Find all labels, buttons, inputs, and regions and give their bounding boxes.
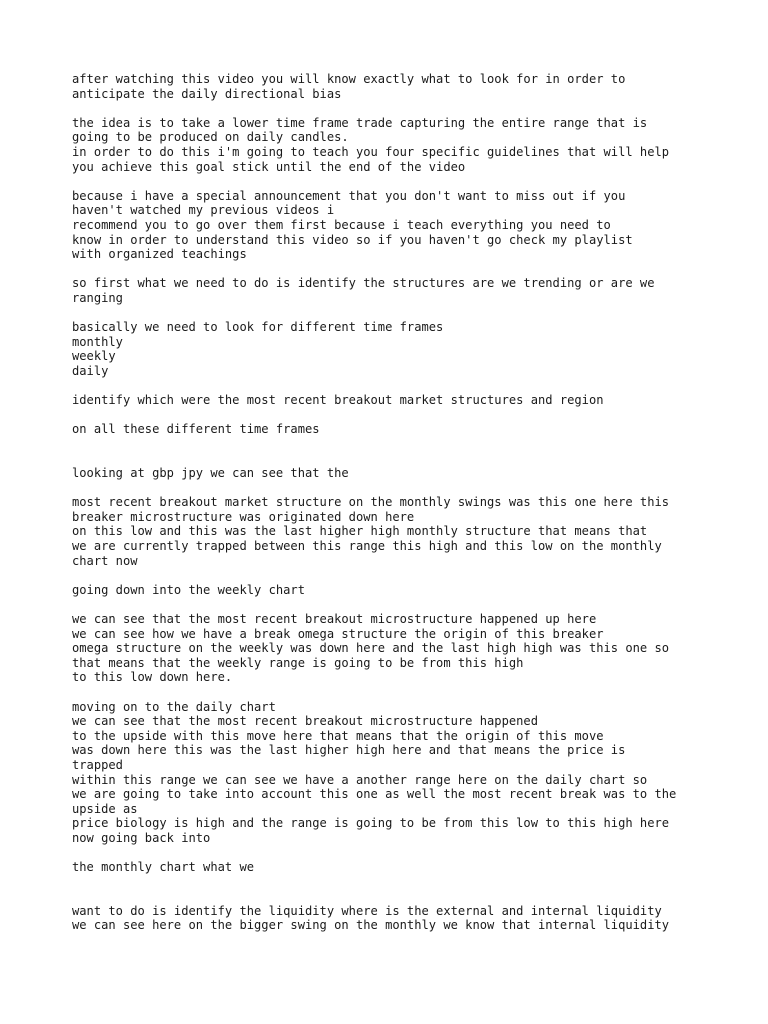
transcript-paragraph [72,189,722,262]
transcript-line: now going back into [72,830,211,845]
transcript-line: that means that the weekly range is going to be from this high [72,655,524,670]
transcript-line: price biology is high and the range is going to be from this low to this high here [72,816,670,831]
transcript-paragraph [72,860,722,875]
transcript-line: so first what we need to do is identify the structures are we trending or are we [72,276,655,291]
transcript-line: omega structure on the weekly was down here and the last high high was this one so [72,641,670,656]
transcript-line: in order to do this i'm going to teach you four specific guidelines that will help [72,144,670,159]
transcript-line: to the upside with this move here that means that the origin of this move [72,728,604,743]
transcript-line: upside as [72,801,138,816]
document-body [72,72,722,948]
transcript-line: the idea is to take a lower time frame trade capturing the entire range that is [72,115,648,130]
transcript-line: within this range we can see we have a another range here on the daily chart so [72,772,648,787]
transcript-line: monthly [72,334,123,349]
transcript-paragraph [72,904,722,933]
transcript-paragraph [72,393,722,408]
transcript-paragraph [72,495,722,568]
transcript-paragraph [72,422,722,437]
transcript-line: identify which were the most recent breakout market structures and region [72,393,604,408]
transcript-line: weekly [72,349,116,364]
transcript-line: most recent breakout market structure on the monthly swings was this one here this [72,495,670,510]
transcript-line: know in order to understand this video so if you haven't go check my playlist [72,232,633,247]
transcript-line: with organized teachings [72,247,247,262]
transcript-line: haven't watched my previous videos i [72,203,335,218]
transcript-line: ranging [72,290,123,305]
transcript-line: basically we need to look for different time frames [72,320,444,335]
transcript-paragraph [72,700,722,846]
transcript-line: going down into the weekly chart [72,582,305,597]
transcript-line: the monthly chart what we [72,860,255,875]
transcript-line: breaker microstructure was originated down here [72,509,415,524]
transcript-line: on this low and this was the last higher high monthly structure that means that [72,524,648,539]
transcript-line: we can see that the most recent breakout microstructure happened [72,714,538,729]
transcript-line: was down here this was the last higher high here and that means the price is [72,743,626,758]
transcript-line: to this low down here. [72,670,233,685]
transcript-paragraph [72,466,722,481]
transcript-line: we can see that the most recent breakout microstructure happened up here [72,611,597,626]
transcript-line: daily [72,363,109,378]
transcript-paragraph [72,116,722,174]
transcript-line: we can see here on the bigger swing on the monthly we know that internal liquidity [72,918,670,933]
transcript-paragraph [72,276,722,305]
transcript-paragraph [72,72,722,101]
transcript-line: we can see how we have a break omega structure the origin of this breaker [72,626,604,641]
transcript-paragraph [72,320,722,378]
transcript-line: going to be produced on daily candles. [72,130,349,145]
transcript-line: on all these different time frames [72,422,320,437]
transcript-line: because i have a special announcement that you don't want to miss out if you [72,188,626,203]
transcript-line: chart now [72,553,138,568]
transcript-line: we are going to take into account this one as well the most recent break was to the [72,787,677,802]
transcript-paragraph [72,583,722,598]
transcript-line: moving on to the daily chart [72,699,276,714]
transcript-paragraph [72,612,722,685]
transcript-line: looking at gbp jpy we can see that the [72,466,349,481]
transcript-line: want to do is identify the liquidity where is the external and internal liquidity [72,903,662,918]
transcript-line: trapped [72,757,123,772]
transcript-line: after watching this video you will know exactly what to look for in order to [72,72,626,86]
transcript-line: anticipate the daily directional bias [72,86,342,101]
transcript-line: recommend you to go over them first because i teach everything you need to [72,217,611,232]
transcript-line: you achieve this goal stick until the end of the video [72,159,466,174]
transcript-line: we are currently trapped between this range this high and this low on the monthly [72,539,662,553]
